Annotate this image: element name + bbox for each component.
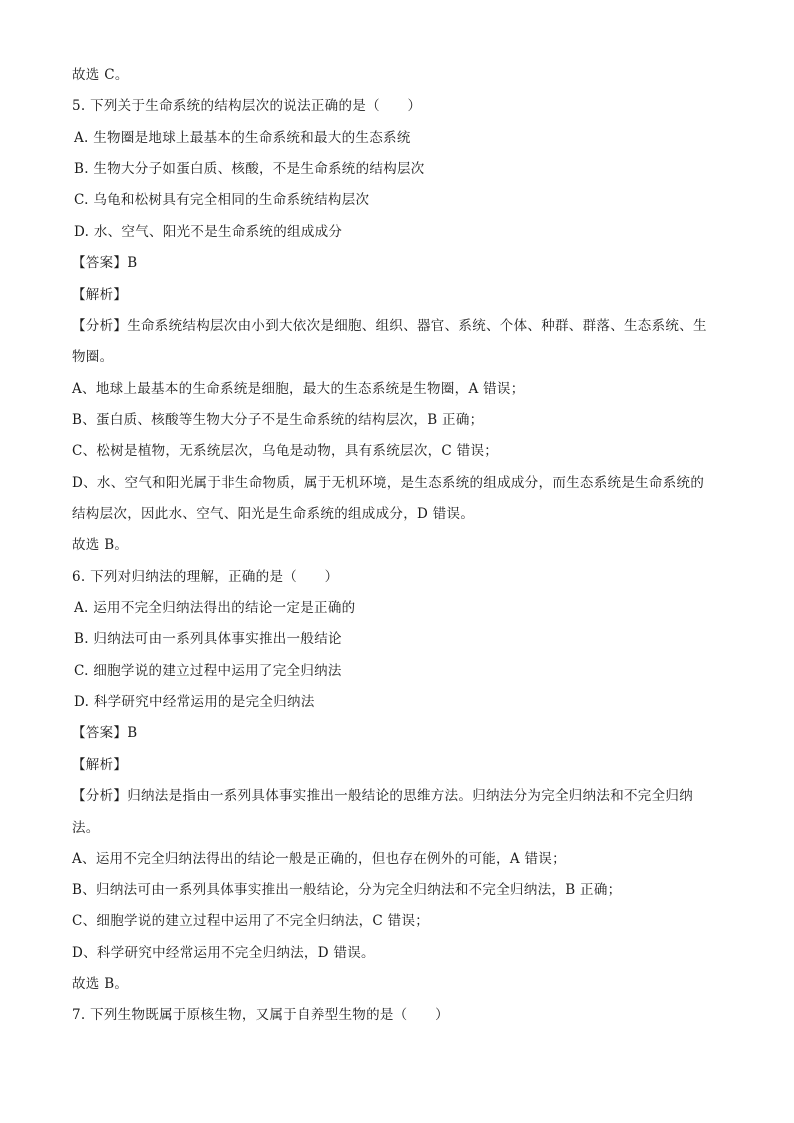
q5-analysis-line: 物圈。 (72, 349, 114, 365)
q6-option-a: A. 运用不完全归纳法得出的结论一定是正确的 (74, 600, 356, 616)
q5-option-d: D. 水、空气、阳光不是生命系统的组成成分 (74, 224, 343, 240)
q5-analysis-heading: 【解析】 (72, 287, 128, 303)
q6-stem: 6. 下列对归纳法的理解，正确的是（ ） (72, 569, 339, 585)
q6-option-b: B. 归纳法可由一系列具体事实推出一般结论 (74, 631, 342, 647)
q6-analysis-line: B、归纳法可由一系列具体事实推出一般结论，分为完全归纳法和不完全归纳法，B 正确； (72, 882, 622, 898)
q6-answer: 【答案】B (72, 725, 138, 741)
q6-conclusion: 故选 B。 (72, 976, 129, 992)
q5-option-c: C. 乌龟和松树具有完全相同的生命系统结构层次 (74, 192, 370, 208)
q7-stem: 7. 下列生物既属于原核生物，又属于自养型生物的是（ ） (72, 1007, 449, 1023)
q5-analysis-line: B、蛋白质、核酸等生物大分子不是生命系统的结构层次，B 正确； (72, 412, 484, 428)
q5-analysis-line: C、松树是植物，无系统层次，乌龟是动物，具有系统层次，C 错误； (72, 443, 499, 459)
q4-conclusion: 故选 C。 (72, 67, 129, 83)
q6-option-c: C. 细胞学说的建立过程中运用了完全归纳法 (74, 663, 342, 679)
q5-analysis-line: 【分析】生命系统结构层次由小到大依次是细胞、组织、器官、系统、个体、种群、群落、生态系统、生 (72, 318, 707, 334)
q6-analysis-line: 【分析】归纳法是指由一系列具体事实推出一般结论的思维方法。归纳法分为完全归纳法和不完全归纳 (72, 788, 693, 804)
q5-conclusion: 故选 B。 (72, 537, 129, 553)
q5-analysis-line: 结构层次，因此水、空气、阳光是生命系统的组成成分，D 错误。 (72, 506, 475, 522)
q6-analysis-line: 法。 (72, 820, 100, 836)
q6-analysis-heading: 【解析】 (72, 757, 128, 773)
q5-answer: 【答案】B (72, 255, 138, 271)
q5-stem: 5. 下列关于生命系统的结构层次的说法正确的是（ ） (72, 98, 422, 114)
q6-analysis-line: C、细胞学说的建立过程中运用了不完全归纳法，C 错误； (72, 913, 430, 929)
q5-option-a: A. 生物圈是地球上最基本的生命系统和最大的生态系统 (74, 130, 411, 146)
q5-analysis-line: A、地球上最基本的生命系统是细胞，最大的生态系统是生物圈，A 错误； (72, 381, 525, 397)
q5-analysis-line: D、水、空气和阳光属于非生命物质，属于无机环境，是生态系统的组成成分，而生态系统是生命系统的 (72, 475, 705, 491)
q6-analysis-line: A、运用不完全归纳法得出的结论一般是正确的，但也存在例外的可能，A 错误； (72, 851, 566, 867)
q6-option-d: D. 科学研究中经常运用的是完全归纳法 (74, 694, 315, 710)
q6-analysis-line: D、科学研究中经常运用不完全归纳法，D 错误。 (72, 945, 375, 961)
q5-option-b: B. 生物大分子如蛋白质、核酸，不是生命系统的结构层次 (74, 161, 425, 177)
